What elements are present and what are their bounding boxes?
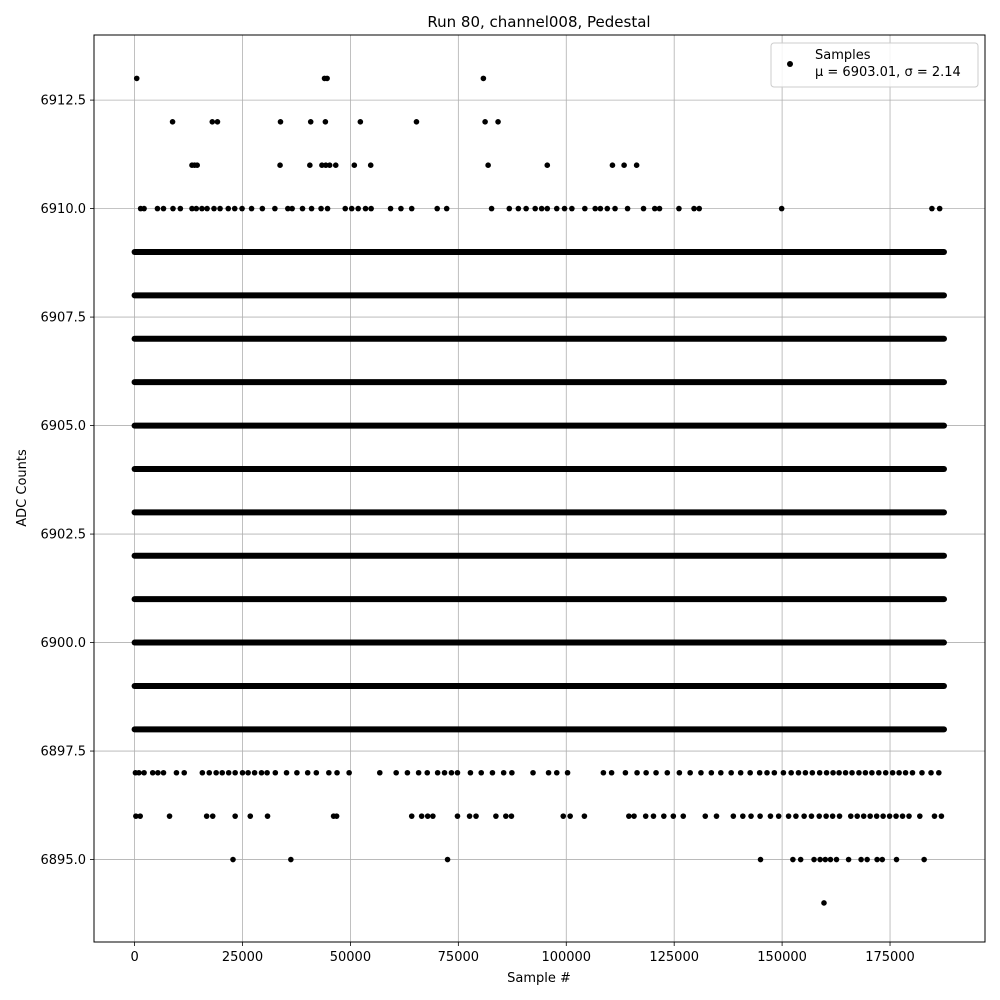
data-point	[768, 813, 774, 819]
x-tick-label: 0	[130, 950, 139, 965]
data-point	[582, 813, 588, 819]
data-point	[867, 813, 873, 819]
data-point	[567, 813, 573, 819]
y-axis-label: ADC Counts	[15, 449, 30, 527]
data-point	[610, 162, 616, 168]
data-point	[232, 813, 238, 819]
data-point	[811, 857, 817, 863]
data-point	[181, 770, 187, 776]
data-point	[830, 770, 836, 776]
data-point	[657, 206, 663, 212]
data-point	[334, 770, 340, 776]
data-point	[861, 813, 867, 819]
data-point	[161, 206, 167, 212]
data-point	[664, 770, 670, 776]
data-point	[272, 206, 278, 212]
data-point	[455, 770, 461, 776]
data-point	[334, 813, 340, 819]
x-tick-label: 175000	[865, 950, 915, 965]
data-point	[430, 813, 436, 819]
data-point	[728, 770, 734, 776]
data-point	[232, 770, 238, 776]
data-point	[259, 770, 265, 776]
data-point	[490, 770, 496, 776]
data-point	[393, 770, 399, 776]
data-point	[326, 770, 332, 776]
data-point	[342, 206, 348, 212]
data-point	[747, 770, 753, 776]
data-point	[932, 813, 938, 819]
data-point	[210, 813, 216, 819]
data-point	[425, 813, 431, 819]
data-point	[134, 76, 140, 82]
data-point	[634, 162, 640, 168]
x-axis-label: Sample #	[507, 971, 571, 986]
data-point	[781, 770, 787, 776]
x-tick-label: 50000	[329, 950, 372, 965]
y-tick-label: 6902.5	[40, 527, 86, 543]
data-point	[698, 770, 704, 776]
data-point	[896, 770, 902, 776]
y-tick-label: 6897.5	[40, 744, 86, 760]
data-point	[155, 206, 161, 212]
data-point	[308, 119, 314, 125]
data-point	[764, 770, 770, 776]
data-point	[239, 206, 245, 212]
data-point	[245, 770, 251, 776]
data-point	[921, 857, 927, 863]
data-point	[691, 206, 697, 212]
data-point	[623, 770, 629, 776]
data-point	[213, 770, 219, 776]
data-point	[565, 770, 571, 776]
data-point	[264, 770, 270, 776]
data-point	[232, 206, 238, 212]
data-point	[136, 770, 142, 776]
data-point	[846, 857, 852, 863]
data-point	[278, 119, 284, 125]
data-point	[621, 162, 627, 168]
data-point	[442, 770, 448, 776]
data-point	[509, 813, 515, 819]
data-point	[677, 770, 683, 776]
y-tick-label: 6895.0	[40, 853, 86, 869]
data-point	[289, 206, 295, 212]
data-point	[288, 857, 294, 863]
data-point	[455, 813, 461, 819]
data-point	[937, 206, 943, 212]
data-point	[758, 857, 764, 863]
data-point	[569, 206, 575, 212]
data-point	[204, 206, 210, 212]
x-tick-label: 25000	[221, 950, 264, 965]
x-tick-label: 150000	[757, 950, 807, 965]
data-point	[240, 770, 246, 776]
data-point	[217, 206, 223, 212]
data-point	[718, 770, 724, 776]
y-tick-label: 6900.0	[40, 636, 86, 652]
data-point	[776, 813, 782, 819]
data-point	[653, 770, 659, 776]
data-point	[215, 119, 221, 125]
data-point	[779, 206, 785, 212]
data-point	[876, 770, 882, 776]
data-point	[554, 206, 560, 212]
data-point	[167, 813, 173, 819]
data-point	[822, 857, 828, 863]
data-point	[738, 770, 744, 776]
data-point	[414, 119, 420, 125]
data-point	[740, 813, 746, 819]
data-point	[848, 813, 854, 819]
y-tick-label: 6910.0	[40, 202, 86, 218]
data-point	[485, 162, 491, 168]
data-point	[284, 770, 290, 776]
data-point	[883, 770, 889, 776]
data-point	[887, 813, 893, 819]
data-point	[265, 813, 271, 819]
data-point	[194, 162, 200, 168]
data-point	[801, 813, 807, 819]
legend	[771, 43, 978, 87]
data-point	[917, 813, 923, 819]
data-point	[409, 813, 415, 819]
data-point	[906, 813, 912, 819]
data-point	[325, 206, 331, 212]
data-point	[260, 206, 266, 212]
data-point	[539, 206, 545, 212]
data-point	[503, 813, 509, 819]
data-point	[849, 770, 855, 776]
data-point	[516, 206, 522, 212]
data-point	[327, 162, 333, 168]
data-point	[598, 206, 604, 212]
data-point	[702, 813, 708, 819]
data-point	[687, 770, 693, 776]
data-point	[772, 770, 778, 776]
data-point	[626, 813, 632, 819]
data-point	[601, 770, 607, 776]
data-point	[300, 206, 306, 212]
legend-label: Samples	[815, 48, 871, 63]
data-point	[821, 900, 827, 906]
data-point	[903, 770, 909, 776]
data-point	[178, 206, 184, 212]
data-point	[482, 119, 488, 125]
data-point	[530, 770, 536, 776]
data-point	[834, 857, 840, 863]
data-point	[200, 770, 206, 776]
data-point	[314, 770, 320, 776]
data-point	[828, 857, 834, 863]
data-point	[523, 206, 529, 212]
x-tick-label: 100000	[541, 950, 592, 965]
data-point	[837, 813, 843, 819]
data-point	[810, 770, 816, 776]
data-point	[863, 770, 869, 776]
data-point	[823, 813, 829, 819]
data-point	[843, 770, 849, 776]
data-point	[416, 770, 422, 776]
data-point	[809, 813, 815, 819]
data-point	[796, 770, 802, 776]
data-point	[836, 770, 842, 776]
data-point	[273, 770, 279, 776]
data-point	[363, 206, 369, 212]
data-point	[929, 206, 935, 212]
data-point	[854, 813, 860, 819]
data-point	[501, 770, 507, 776]
data-point	[864, 857, 870, 863]
data-point	[592, 206, 598, 212]
data-point	[219, 770, 225, 776]
y-tick-label: 6907.5	[40, 310, 86, 326]
data-point	[435, 770, 441, 776]
data-point	[444, 206, 450, 212]
data-point	[252, 770, 258, 776]
data-point	[817, 770, 823, 776]
data-point	[544, 206, 550, 212]
data-point	[493, 813, 499, 819]
data-point	[546, 770, 552, 776]
data-point	[532, 206, 538, 212]
data-point	[874, 813, 880, 819]
data-point	[368, 206, 374, 212]
data-point	[377, 770, 383, 776]
x-tick-label: 75000	[437, 950, 480, 965]
data-point	[757, 770, 763, 776]
y-tick-label: 6905.0	[40, 419, 86, 435]
data-point	[467, 813, 473, 819]
data-point	[161, 770, 167, 776]
data-point	[323, 119, 329, 125]
data-point	[582, 206, 588, 212]
data-point	[817, 857, 823, 863]
data-point	[307, 162, 313, 168]
data-point	[856, 770, 862, 776]
data-point	[858, 857, 864, 863]
data-point	[368, 162, 374, 168]
data-point	[928, 770, 934, 776]
data-point	[651, 813, 657, 819]
data-point	[509, 770, 515, 776]
data-point	[324, 76, 330, 82]
data-point	[170, 119, 176, 125]
data-point	[141, 770, 147, 776]
data-point	[643, 770, 649, 776]
data-point	[790, 857, 796, 863]
data-point	[824, 770, 830, 776]
data-point	[709, 770, 715, 776]
data-point	[199, 206, 205, 212]
data-point	[294, 770, 300, 776]
data-point	[230, 857, 236, 863]
data-point	[419, 813, 425, 819]
legend-marker	[787, 61, 793, 67]
data-point	[788, 770, 794, 776]
data-point	[879, 857, 885, 863]
data-point	[830, 813, 836, 819]
data-point	[880, 813, 886, 819]
data-point	[757, 813, 763, 819]
data-point	[473, 813, 479, 819]
data-point	[226, 770, 232, 776]
data-point	[346, 770, 352, 776]
data-point	[137, 813, 143, 819]
data-point	[643, 813, 649, 819]
data-point	[554, 770, 560, 776]
data-point	[900, 813, 906, 819]
data-point	[204, 813, 210, 819]
data-point	[434, 206, 440, 212]
data-point	[445, 857, 451, 863]
data-point	[358, 119, 364, 125]
data-point	[478, 770, 484, 776]
data-point	[562, 206, 568, 212]
data-point	[560, 813, 566, 819]
data-point	[798, 857, 804, 863]
data-point	[309, 206, 315, 212]
data-point	[209, 119, 215, 125]
data-point	[352, 162, 358, 168]
data-point	[816, 813, 822, 819]
data-point	[696, 206, 702, 212]
data-point	[609, 770, 615, 776]
data-point	[544, 162, 550, 168]
data-point	[671, 813, 677, 819]
data-point	[893, 813, 899, 819]
data-point	[874, 857, 880, 863]
data-point	[612, 206, 618, 212]
data-point	[424, 770, 430, 776]
data-point	[277, 162, 283, 168]
data-point	[225, 206, 231, 212]
data-point	[714, 813, 720, 819]
data-point	[449, 770, 455, 776]
data-point	[803, 770, 809, 776]
data-point	[731, 813, 737, 819]
data-point	[305, 770, 311, 776]
data-point	[676, 206, 682, 212]
data-point	[155, 770, 161, 776]
data-point	[194, 206, 200, 212]
data-point	[481, 76, 487, 82]
y-tick-label: 6912.5	[40, 93, 86, 109]
data-point	[890, 770, 896, 776]
data-point	[211, 206, 217, 212]
data-point	[869, 770, 875, 776]
data-point	[625, 206, 631, 212]
data-point	[318, 206, 324, 212]
data-point	[405, 770, 411, 776]
data-point	[388, 206, 394, 212]
data-point	[786, 813, 792, 819]
data-point	[939, 813, 945, 819]
data-point	[910, 770, 916, 776]
data-point	[141, 206, 147, 212]
data-point	[206, 770, 212, 776]
data-point	[409, 206, 415, 212]
data-point	[355, 206, 361, 212]
data-point	[506, 206, 512, 212]
data-point	[661, 813, 667, 819]
data-point	[604, 206, 610, 212]
legend-stats: μ = 6903.01, σ = 2.14	[815, 65, 961, 80]
data-point	[398, 206, 404, 212]
data-point	[680, 813, 686, 819]
data-point	[249, 206, 255, 212]
data-point	[247, 813, 253, 819]
data-point	[919, 770, 925, 776]
data-point	[349, 206, 355, 212]
data-point	[793, 813, 799, 819]
data-point	[936, 770, 942, 776]
data-point	[174, 770, 180, 776]
data-point	[634, 770, 640, 776]
chart-title: Run 80, channel008, Pedestal	[427, 13, 651, 31]
data-point	[894, 857, 900, 863]
data-point	[150, 770, 156, 776]
data-point	[748, 813, 754, 819]
data-point	[489, 206, 495, 212]
data-point	[631, 813, 637, 819]
data-point	[333, 162, 339, 168]
data-point	[641, 206, 647, 212]
data-point	[468, 770, 474, 776]
data-point	[170, 206, 176, 212]
data-point	[495, 119, 501, 125]
x-tick-label: 125000	[649, 950, 700, 965]
